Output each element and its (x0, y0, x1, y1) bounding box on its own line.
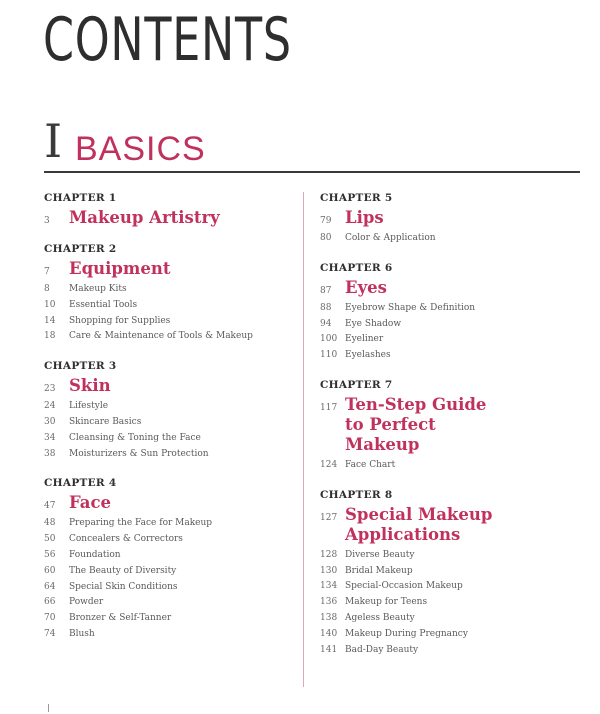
section-entry[interactable] (44, 627, 294, 643)
section-entry[interactable] (320, 317, 570, 333)
section-page-number: 38 (44, 448, 56, 459)
chapter-label: CHAPTER 8 (320, 488, 393, 501)
chapter-page-number: 117 (320, 402, 338, 413)
chapter-page-number: 3 (44, 216, 50, 226)
chapter-page-number: 79 (320, 216, 332, 226)
section-title: Lifestyle (69, 401, 109, 412)
section-page-number: 138 (320, 612, 338, 623)
part-title: BASICS (75, 130, 206, 168)
chapter-entry (320, 487, 570, 659)
section-entry[interactable] (44, 548, 294, 564)
section-title: The Beauty of Diversity (69, 565, 177, 576)
section-title: Color & Application (345, 233, 436, 243)
chapter-title: Face (69, 493, 112, 513)
section-title: Bridal Makeup (345, 565, 413, 576)
section-title: Preparing the Face for Makeup (69, 518, 213, 529)
section-list (320, 231, 570, 247)
part-divider-rule (44, 171, 580, 173)
section-title: Moisturizers & Sun Protection (69, 448, 209, 459)
section-entry[interactable] (44, 447, 294, 463)
section-title: Face Chart (345, 459, 396, 470)
section-title: Eyeliner (345, 334, 384, 345)
section-title: Special Skin Conditions (69, 581, 178, 592)
section-page-number: 128 (320, 549, 338, 560)
chapter-title: Lips (345, 208, 384, 227)
section-page-number: 140 (320, 628, 338, 639)
chapter-title: Skin (69, 376, 111, 396)
chapter-label: CHAPTER 2 (44, 243, 117, 255)
chapter-title: Special Makeup Applications (345, 504, 493, 544)
section-entry[interactable] (320, 627, 570, 643)
section-page-number: 8 (44, 284, 50, 294)
chapter-entry (44, 358, 294, 462)
section-entry[interactable] (44, 611, 294, 627)
section-title: Bad-Day Beauty (345, 644, 419, 655)
section-page-number: 88 (320, 302, 332, 313)
section-page-number: 10 (44, 299, 56, 310)
chapter-label: CHAPTER 7 (320, 378, 393, 391)
section-title: Care & Maintenance of Tools & Makeup (69, 331, 253, 342)
chapter-title: Makeup Artistry (69, 208, 220, 227)
chapter-label: CHAPTER 6 (320, 261, 393, 274)
section-entry[interactable] (44, 399, 294, 415)
section-entry[interactable] (320, 579, 570, 595)
chapter-heading-link[interactable] (320, 505, 570, 545)
section-entry[interactable] (320, 643, 570, 659)
section-page-number: 70 (44, 613, 56, 624)
part-numeral: I (44, 114, 63, 168)
section-page-number: 30 (44, 416, 56, 427)
chapter-title: Equipment (69, 259, 171, 278)
section-entry[interactable] (44, 282, 294, 298)
chapter-label: CHAPTER 5 (320, 192, 393, 204)
chapter-page-number: 87 (320, 285, 332, 296)
section-page-number: 134 (320, 581, 338, 592)
section-page-number: 14 (44, 315, 56, 326)
section-entry[interactable] (320, 332, 570, 348)
section-entry[interactable] (320, 611, 570, 627)
section-title: Makeup Kits (69, 284, 127, 294)
section-page-number: 64 (44, 581, 56, 592)
section-title: Diverse Beauty (345, 549, 415, 560)
chapter-entry (44, 475, 294, 642)
section-page-number: 100 (320, 334, 338, 345)
section-page-number: 74 (44, 628, 56, 639)
section-list (320, 458, 570, 474)
chapter-heading-link[interactable] (44, 493, 294, 513)
section-title: Shopping for Supplies (69, 315, 171, 326)
section-page-number: 94 (320, 318, 332, 329)
section-list (320, 548, 570, 659)
toc-left-column (44, 190, 294, 656)
section-title: Special-Occasion Makeup (345, 581, 463, 592)
section-title: Foundation (69, 549, 121, 560)
section-list (320, 301, 570, 364)
section-title: Eye Shadow (345, 318, 402, 329)
section-title: Bronzer & Self-Tanner (69, 613, 172, 624)
section-page-number: 56 (44, 549, 56, 560)
section-page-number: 124 (320, 459, 338, 470)
section-entry[interactable] (44, 415, 294, 431)
section-title: Blush (69, 628, 95, 639)
section-entry[interactable] (320, 595, 570, 611)
section-entry[interactable] (44, 314, 294, 330)
section-page-number: 34 (44, 432, 56, 443)
section-entry[interactable] (44, 329, 294, 345)
section-entry[interactable] (44, 532, 294, 548)
section-list (44, 282, 294, 345)
page-edge-mark (48, 704, 49, 712)
section-title: Makeup for Teens (345, 597, 428, 608)
section-entry[interactable] (320, 301, 570, 317)
section-page-number: 50 (44, 534, 56, 545)
section-entry[interactable] (320, 564, 570, 580)
section-page-number: 18 (44, 331, 56, 342)
section-entry[interactable] (44, 298, 294, 314)
section-title: Ageless Beauty (345, 612, 415, 623)
chapter-page-number: 23 (44, 384, 56, 395)
section-title: Skincare Basics (69, 416, 142, 427)
section-title: Concealers & Correctors (69, 534, 183, 545)
column-divider (303, 192, 304, 687)
section-entry[interactable] (44, 516, 294, 532)
section-title: Eyebrow Shape & Definition (345, 302, 476, 313)
section-page-number: 110 (320, 350, 338, 361)
section-title: Cleansing & Toning the Face (69, 432, 201, 443)
section-entry[interactable] (44, 564, 294, 580)
section-page-number: 136 (320, 597, 338, 608)
section-title: Essential Tools (69, 299, 138, 310)
section-entry[interactable] (320, 458, 570, 474)
chapter-entry (320, 260, 570, 364)
section-title: Powder (69, 597, 104, 608)
chapter-page-number: 47 (44, 501, 56, 512)
page-title: CONTENTS (43, 5, 292, 75)
section-entry[interactable] (320, 231, 570, 247)
section-entry[interactable] (320, 548, 570, 564)
section-entry[interactable] (44, 580, 294, 596)
section-page-number: 60 (44, 565, 56, 576)
chapter-heading-link[interactable] (44, 208, 294, 228)
toc-right-column (320, 190, 570, 671)
chapter-heading-link[interactable] (320, 395, 570, 455)
section-page-number: 130 (320, 565, 338, 576)
section-title: Makeup During Pregnancy (345, 628, 468, 639)
section-list (44, 516, 294, 642)
section-page-number: 48 (44, 518, 56, 529)
section-entry[interactable] (44, 431, 294, 447)
section-page-number: 141 (320, 644, 338, 655)
section-list (44, 399, 294, 462)
section-entry[interactable] (44, 595, 294, 611)
section-page-number: 24 (44, 401, 56, 412)
section-title: Eyelashes (345, 350, 391, 361)
chapter-title: Eyes (345, 277, 387, 297)
chapter-heading-link[interactable] (320, 208, 570, 228)
chapter-label: CHAPTER 3 (44, 360, 117, 373)
chapter-entry (320, 377, 570, 474)
chapter-heading-link[interactable] (320, 278, 570, 298)
chapter-label: CHAPTER 4 (44, 477, 117, 490)
chapter-page-number: 127 (320, 512, 338, 523)
chapter-heading-link[interactable] (44, 376, 294, 396)
chapter-title: Ten-Step Guide to Perfect Makeup (345, 394, 487, 454)
chapter-page-number: 7 (44, 267, 50, 277)
section-page-number: 66 (44, 597, 56, 608)
chapter-entry (44, 190, 294, 228)
chapter-label: CHAPTER 1 (44, 192, 117, 204)
chapter-entry (44, 241, 294, 345)
chapter-heading-link[interactable] (44, 259, 294, 279)
section-page-number: 80 (320, 233, 332, 243)
chapter-entry (320, 190, 570, 247)
section-entry[interactable] (320, 348, 570, 364)
